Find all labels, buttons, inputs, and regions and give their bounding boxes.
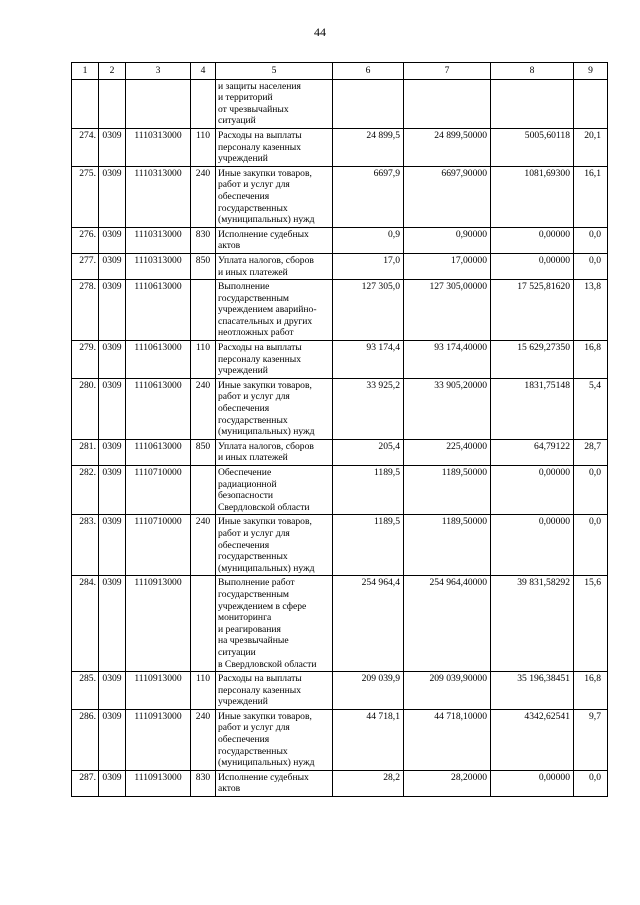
execution-percent: 16,8 xyxy=(574,341,608,379)
row-description: и защиты населения и территорий от чрезвычайных ситуаций xyxy=(216,79,333,128)
target-article-code: 1110710000 xyxy=(126,515,191,576)
row-number: 280. xyxy=(72,378,99,439)
budget-table xyxy=(71,62,608,797)
expense-type-code xyxy=(191,576,216,672)
row-description: Иные закупки товаров, работ и услуг для обеспечения государственных (муниципальных) нужд xyxy=(216,378,333,439)
header-col-6: 6 xyxy=(333,63,404,80)
expense-type-code xyxy=(191,280,216,341)
target-article-code: 1110913000 xyxy=(126,672,191,710)
expense-type-code: 110 xyxy=(191,341,216,379)
planned-amount: 44 718,1 xyxy=(333,709,404,770)
execution-percent: 28,7 xyxy=(574,439,608,465)
adjusted-amount: 6697,90000 xyxy=(404,166,491,227)
header-col-2: 2 xyxy=(99,63,126,80)
row-description: Исполнение судебных актов xyxy=(216,227,333,253)
execution-percent: 0,0 xyxy=(574,770,608,796)
row-number xyxy=(72,79,99,128)
executed-amount: 1831,75148 xyxy=(491,378,574,439)
adjusted-amount: 28,20000 xyxy=(404,770,491,796)
execution-percent: 0,0 xyxy=(574,466,608,515)
table-row xyxy=(72,709,608,770)
target-article-code: 1110313000 xyxy=(126,128,191,166)
executed-amount: 17 525,81620 xyxy=(491,280,574,341)
section-code: 0309 xyxy=(99,576,126,672)
target-article-code: 1110613000 xyxy=(126,280,191,341)
expense-type-code: 830 xyxy=(191,227,216,253)
section-code: 0309 xyxy=(99,515,126,576)
planned-amount: 209 039,9 xyxy=(333,672,404,710)
target-article-code: 1110913000 xyxy=(126,709,191,770)
row-description: Иные закупки товаров, работ и услуг для обеспечения государственных (муниципальных) нужд xyxy=(216,709,333,770)
row-number: 277. xyxy=(72,253,99,279)
adjusted-amount: 127 305,00000 xyxy=(404,280,491,341)
table-row xyxy=(72,770,608,796)
planned-amount xyxy=(333,79,404,128)
executed-amount: 0,00000 xyxy=(491,227,574,253)
planned-amount: 205,4 xyxy=(333,439,404,465)
table-row xyxy=(72,79,608,128)
executed-amount: 5005,60118 xyxy=(491,128,574,166)
planned-amount: 33 925,2 xyxy=(333,378,404,439)
section-code: 0309 xyxy=(99,227,126,253)
target-article-code: 1110613000 xyxy=(126,341,191,379)
executed-amount: 0,00000 xyxy=(491,515,574,576)
planned-amount: 93 174,4 xyxy=(333,341,404,379)
table-row xyxy=(72,341,608,379)
execution-percent: 15,6 xyxy=(574,576,608,672)
target-article-code: 1110313000 xyxy=(126,166,191,227)
section-code: 0309 xyxy=(99,672,126,710)
row-description: Расходы на выплаты персоналу казенных учреждений xyxy=(216,341,333,379)
row-description: Иные закупки товаров, работ и услуг для обеспечения государственных (муниципальных) нужд xyxy=(216,515,333,576)
header-row xyxy=(72,63,608,80)
target-article-code xyxy=(126,79,191,128)
header-col-7: 7 xyxy=(404,63,491,80)
row-number: 286. xyxy=(72,709,99,770)
header-col-4: 4 xyxy=(191,63,216,80)
expense-type-code: 240 xyxy=(191,378,216,439)
row-number: 276. xyxy=(72,227,99,253)
expense-type-code: 850 xyxy=(191,439,216,465)
row-description: Уплата налогов, сборов и иных платежей xyxy=(216,439,333,465)
row-number: 274. xyxy=(72,128,99,166)
row-description: Иные закупки товаров, работ и услуг для обеспечения государственных (муниципальных) нужд xyxy=(216,166,333,227)
adjusted-amount: 1189,50000 xyxy=(404,466,491,515)
executed-amount: 39 831,58292 xyxy=(491,576,574,672)
planned-amount: 6697,9 xyxy=(333,166,404,227)
table-row xyxy=(72,515,608,576)
adjusted-amount xyxy=(404,79,491,128)
row-number: 281. xyxy=(72,439,99,465)
section-code: 0309 xyxy=(99,439,126,465)
adjusted-amount: 33 905,20000 xyxy=(404,378,491,439)
table-row xyxy=(72,439,608,465)
section-code: 0309 xyxy=(99,466,126,515)
table-row xyxy=(72,128,608,166)
section-code: 0309 xyxy=(99,253,126,279)
target-article-code: 1110913000 xyxy=(126,770,191,796)
target-article-code: 1110613000 xyxy=(126,439,191,465)
adjusted-amount: 24 899,50000 xyxy=(404,128,491,166)
executed-amount: 1081,69300 xyxy=(491,166,574,227)
row-number: 285. xyxy=(72,672,99,710)
planned-amount: 17,0 xyxy=(333,253,404,279)
table-body xyxy=(72,79,608,796)
planned-amount: 1189,5 xyxy=(333,466,404,515)
executed-amount: 0,00000 xyxy=(491,253,574,279)
row-description: Выполнение работ государственным учреждением в сфере мониторинга и реагирования на чрезвычайные ситуации в Свердловской области xyxy=(216,576,333,672)
target-article-code: 1110613000 xyxy=(126,378,191,439)
execution-percent: 20,1 xyxy=(574,128,608,166)
execution-percent: 0,0 xyxy=(574,253,608,279)
row-number: 282. xyxy=(72,466,99,515)
planned-amount: 28,2 xyxy=(333,770,404,796)
adjusted-amount: 225,40000 xyxy=(404,439,491,465)
section-code: 0309 xyxy=(99,341,126,379)
execution-percent: 13,8 xyxy=(574,280,608,341)
header-col-3: 3 xyxy=(126,63,191,80)
executed-amount xyxy=(491,79,574,128)
planned-amount: 254 964,4 xyxy=(333,576,404,672)
header-col-9: 9 xyxy=(574,63,608,80)
execution-percent: 5,4 xyxy=(574,378,608,439)
execution-percent: 16,1 xyxy=(574,166,608,227)
row-number: 275. xyxy=(72,166,99,227)
table-row xyxy=(72,466,608,515)
planned-amount: 0,9 xyxy=(333,227,404,253)
section-code: 0309 xyxy=(99,280,126,341)
row-description: Выполнение государственным учреждением аварийно- спасательных и других неотложных работ xyxy=(216,280,333,341)
table-row xyxy=(72,378,608,439)
row-description: Исполнение судебных актов xyxy=(216,770,333,796)
expense-type-code: 240 xyxy=(191,166,216,227)
execution-percent: 16,8 xyxy=(574,672,608,710)
section-code: 0309 xyxy=(99,128,126,166)
target-article-code: 1110913000 xyxy=(126,576,191,672)
row-description: Расходы на выплаты персоналу казенных учреждений xyxy=(216,672,333,710)
table-row xyxy=(72,253,608,279)
executed-amount: 4342,62541 xyxy=(491,709,574,770)
expense-type-code: 240 xyxy=(191,515,216,576)
planned-amount: 1189,5 xyxy=(333,515,404,576)
row-number: 278. xyxy=(72,280,99,341)
executed-amount: 0,00000 xyxy=(491,770,574,796)
section-code: 0309 xyxy=(99,770,126,796)
execution-percent: 9,7 xyxy=(574,709,608,770)
table-row xyxy=(72,227,608,253)
section-code: 0309 xyxy=(99,378,126,439)
expense-type-code: 850 xyxy=(191,253,216,279)
row-description: Расходы на выплаты персоналу казенных учреждений xyxy=(216,128,333,166)
row-number: 284. xyxy=(72,576,99,672)
section-code: 0309 xyxy=(99,709,126,770)
expense-type-code: 110 xyxy=(191,672,216,710)
target-article-code: 1110313000 xyxy=(126,227,191,253)
adjusted-amount: 254 964,40000 xyxy=(404,576,491,672)
executed-amount: 64,79122 xyxy=(491,439,574,465)
adjusted-amount: 44 718,10000 xyxy=(404,709,491,770)
target-article-code: 1110710000 xyxy=(126,466,191,515)
row-description: Обеспечение радиационной безопасности Свердловской области xyxy=(216,466,333,515)
row-number: 287. xyxy=(72,770,99,796)
executed-amount: 0,00000 xyxy=(491,466,574,515)
page-number: 44 xyxy=(314,25,326,39)
header-col-5: 5 xyxy=(216,63,333,80)
row-number: 283. xyxy=(72,515,99,576)
table-row xyxy=(72,672,608,710)
table-row xyxy=(72,576,608,672)
expense-type-code: 240 xyxy=(191,709,216,770)
execution-percent: 0,0 xyxy=(574,515,608,576)
target-article-code: 1110313000 xyxy=(126,253,191,279)
execution-percent xyxy=(574,79,608,128)
table-row xyxy=(72,166,608,227)
expense-type-code xyxy=(191,466,216,515)
expense-type-code xyxy=(191,79,216,128)
executed-amount: 35 196,38451 xyxy=(491,672,574,710)
adjusted-amount: 209 039,90000 xyxy=(404,672,491,710)
section-code: 0309 xyxy=(99,166,126,227)
header-col-8: 8 xyxy=(491,63,574,80)
expense-type-code: 830 xyxy=(191,770,216,796)
table-row xyxy=(72,280,608,341)
planned-amount: 24 899,5 xyxy=(333,128,404,166)
adjusted-amount: 0,90000 xyxy=(404,227,491,253)
header-col-1: 1 xyxy=(72,63,99,80)
executed-amount: 15 629,27350 xyxy=(491,341,574,379)
expense-type-code: 110 xyxy=(191,128,216,166)
section-code xyxy=(99,79,126,128)
adjusted-amount: 17,00000 xyxy=(404,253,491,279)
adjusted-amount: 93 174,40000 xyxy=(404,341,491,379)
adjusted-amount: 1189,50000 xyxy=(404,515,491,576)
execution-percent: 0,0 xyxy=(574,227,608,253)
row-description: Уплата налогов, сборов и иных платежей xyxy=(216,253,333,279)
planned-amount: 127 305,0 xyxy=(333,280,404,341)
row-number: 279. xyxy=(72,341,99,379)
